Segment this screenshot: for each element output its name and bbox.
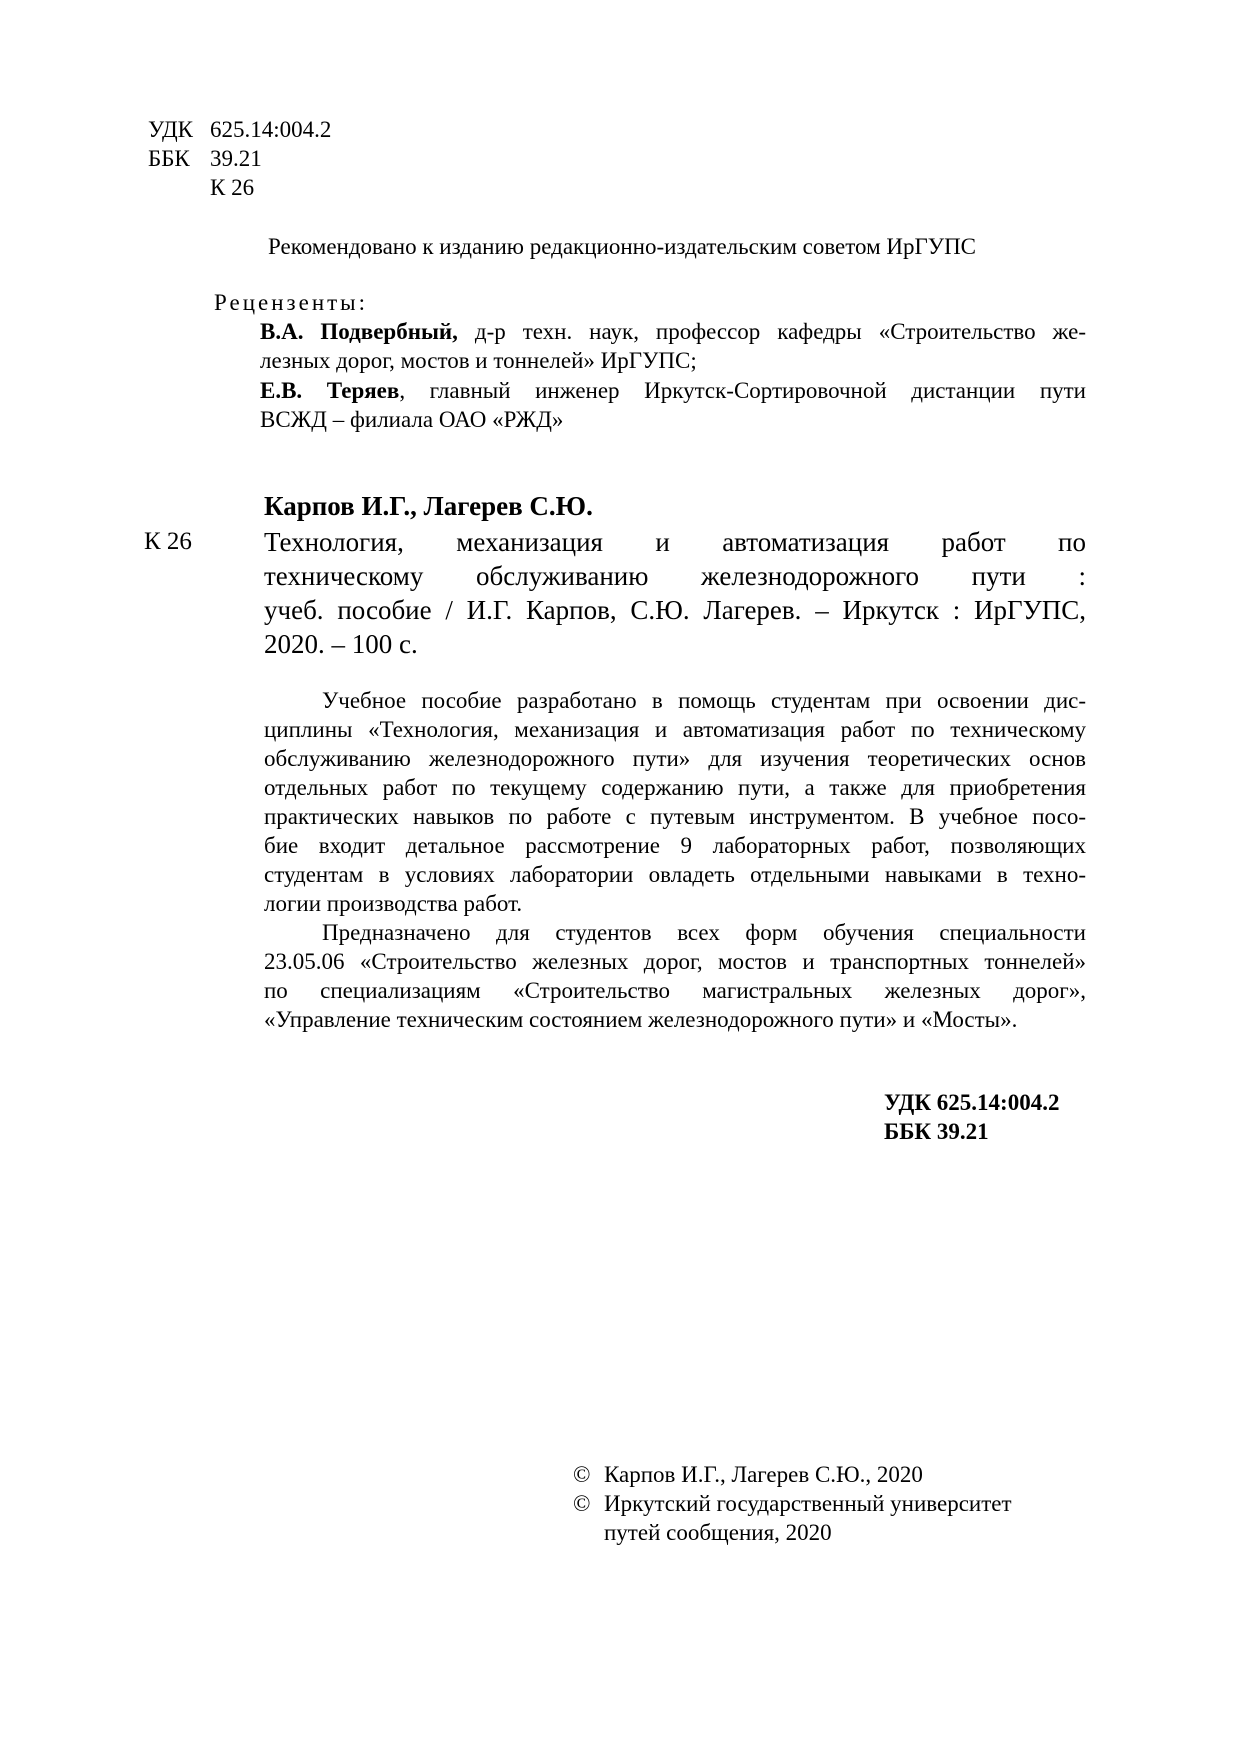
abstract-p1-line-5: практических навыков по работе с путевым инструментом. В учебное посо- — [264, 804, 1086, 829]
abstract-p1-line-8: логии производства работ. — [264, 891, 523, 916]
copyright-line-1: Карпов И.Г., Лагерев С.Ю., 2020 — [604, 1462, 923, 1487]
bib-line-4: 2020. – 100 с. — [264, 629, 418, 659]
copyright-line-3: путей сообщения, 2020 — [604, 1520, 832, 1545]
reviewer-2-line-1 — [260, 377, 1086, 404]
reviewers-heading: Рецензенты: — [214, 290, 369, 315]
bib-line-1: Технология, механизация и автоматизация работ по — [264, 527, 1086, 557]
abstract-p1-line-1: Учебное пособие разработано в помощь студентам при освоении дис- — [322, 688, 1086, 713]
bib-line-2: техническому обслуживанию железнодорожного пути : — [264, 561, 1086, 591]
bbk-label: ББК — [148, 146, 190, 171]
reviewer-1-line-1 — [260, 318, 1086, 345]
reviewer-2-line-2: ВСЖД – филиала ОАО «РЖД» — [260, 407, 564, 432]
bib-line-3: учеб. пособие / И.Г. Карпов, С.Ю. Лагерев. – Иркутск : ИрГУПС, — [264, 595, 1086, 625]
abstract-p1-line-6: бие входит детальное рассмотрение 9 лабораторных работ, позволяющих — [264, 833, 1086, 858]
reviewer-1-line-2: лезных дорог, мостов и тоннелей» ИрГУПС; — [260, 348, 697, 373]
abstract-p1-line-3: обслуживанию железнодорожного пути» для изучения теоретических основ — [264, 746, 1086, 771]
copyright-symbol-2: © — [573, 1491, 591, 1516]
abstract-p1-line-7: студентам в условиях лаборатории овладеть отдельными навыками в техно- — [264, 862, 1086, 887]
udk-value: 625.14:004.2 — [210, 117, 332, 142]
footer-udk: УДК 625.14:004.2 — [884, 1090, 1060, 1115]
author-mark: К 26 — [210, 175, 255, 200]
abstract-p1-line-2: циплины «Технология, механизация и автоматизация работ по техническому — [264, 717, 1086, 742]
reviewer-2-details: , главный инженер Иркутск-Сортировочной дистанции пути — [399, 378, 1086, 403]
copyright-symbol-1: © — [573, 1462, 591, 1487]
bib-mark: К 26 — [144, 528, 192, 555]
reviewer-1-details: д-р техн. наук, профессор кафедры «Строительство же- — [474, 319, 1086, 344]
copyright-line-2: Иркутский государственный университет — [604, 1491, 1012, 1516]
abstract-p2-line-2: 23.05.06 «Строительство железных дорог, мостов и транспортных тоннелей» — [264, 949, 1086, 974]
reviewer-2-name: Е.В. Теряев — [260, 378, 400, 403]
abstract-p2-line-4: «Управление техническим состоянием железнодорожного пути» и «Мосты». — [264, 1007, 1018, 1032]
bib-authors: Карпов И.Г., Лагерев С.Ю. — [264, 491, 593, 521]
abstract-p2-line-3: по специализациям «Строительство магистральных железных дорог», — [264, 978, 1086, 1003]
reviewer-1-name: В.А. Подвербный, — [260, 319, 458, 344]
abstract-p2-line-1: Предназначено для студентов всех форм обучения специальности — [322, 920, 1086, 945]
footer-bbk: ББК 39.21 — [884, 1119, 989, 1144]
bbk-value: 39.21 — [210, 146, 262, 171]
udk-label: УДК — [148, 117, 193, 142]
recommendation: Рекомендовано к изданию редакционно-издательским советом ИрГУПС — [268, 234, 977, 259]
abstract-p1-line-4: отдельных работ по текущему содержанию пути, а также для приобретения — [264, 775, 1086, 800]
